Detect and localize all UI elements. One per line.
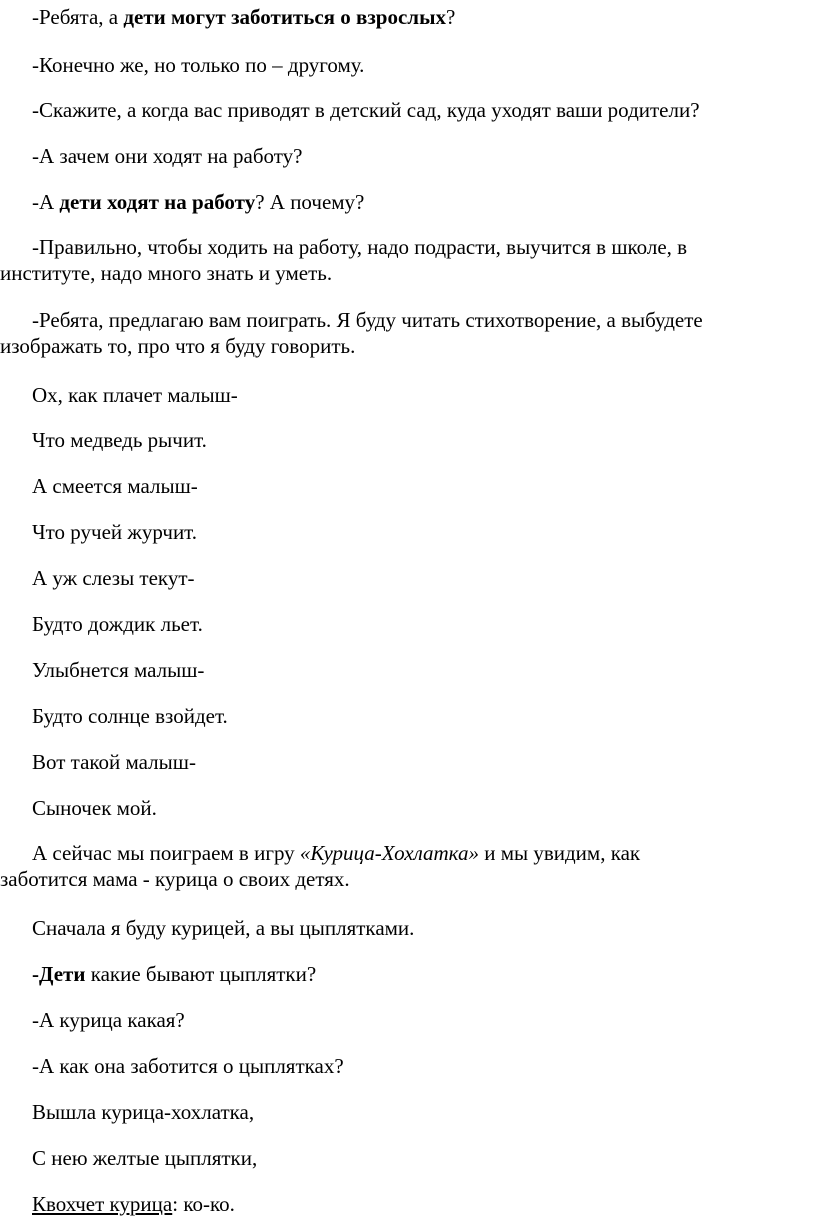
text: -А зачем они ходят на работу? bbox=[32, 144, 303, 168]
text: А уж слезы текут- bbox=[32, 566, 195, 590]
italic-text: «Курица-Хохлатка» bbox=[299, 841, 479, 865]
poem-line bbox=[0, 611, 800, 637]
poem-line bbox=[0, 565, 800, 591]
underlined-text: Квохчет курица bbox=[32, 1192, 173, 1216]
line: заботится мама - курица о своих детях. bbox=[0, 867, 350, 891]
text: -Ребята, а bbox=[32, 5, 124, 29]
paragraph-8 bbox=[0, 840, 800, 892]
poem-line bbox=[0, 382, 800, 408]
bold-text: дети могут заботиться о взрослых bbox=[123, 5, 446, 29]
text: Будто дождик льет. bbox=[32, 612, 203, 636]
poem-line bbox=[0, 657, 800, 683]
line: институте, надо много знать и уметь. bbox=[0, 261, 333, 285]
text: -А bbox=[32, 190, 60, 214]
text: А смеется малыш- bbox=[32, 474, 198, 498]
line bbox=[0, 840, 800, 866]
text: и мы увидим, как bbox=[478, 841, 641, 865]
poem-line bbox=[0, 703, 800, 729]
text: -А как она заботится о цыплятках? bbox=[32, 1054, 344, 1078]
text: Что ручей журчит. bbox=[32, 520, 198, 544]
paragraph-11 bbox=[0, 1007, 800, 1033]
line bbox=[0, 234, 800, 260]
paragraph-3 bbox=[0, 97, 800, 123]
text: А сейчас мы поиграем в игру bbox=[32, 841, 300, 865]
text: Вот такой малыш- bbox=[32, 750, 196, 774]
text: Что медведь рычит. bbox=[32, 428, 207, 452]
text: Вышла курица-хохлатка, bbox=[32, 1100, 255, 1124]
poem-line bbox=[0, 795, 800, 821]
text: Сыночек мой. bbox=[32, 796, 157, 820]
text: -А курица какая? bbox=[32, 1008, 185, 1032]
line bbox=[0, 307, 800, 333]
text: С нею желтые цыплятки, bbox=[32, 1146, 258, 1170]
text: какие бывают цыплятки? bbox=[85, 962, 317, 986]
paragraph-7 bbox=[0, 307, 800, 359]
text: Сначала я буду курицей, а вы цыплятками. bbox=[32, 916, 415, 940]
paragraph-15 bbox=[0, 1191, 800, 1217]
poem-line bbox=[0, 473, 800, 499]
paragraph-10 bbox=[0, 961, 800, 987]
poem-line bbox=[0, 519, 800, 545]
poem-line bbox=[0, 749, 800, 775]
text: Улыбнется малыш- bbox=[32, 658, 205, 682]
poem-line bbox=[0, 427, 800, 453]
text: ? А почему? bbox=[255, 190, 365, 214]
text: Ох, как плачет малыш- bbox=[32, 383, 238, 407]
text: ? bbox=[445, 5, 456, 29]
paragraph-6 bbox=[0, 234, 800, 286]
text: -Правильно, чтобы ходить на работу, надо подрасти, выучится в школе, в bbox=[32, 235, 688, 259]
paragraph-14 bbox=[0, 1145, 800, 1171]
paragraph-2 bbox=[0, 52, 800, 78]
text: -Ребята, предлагаю вам поиграть. Я буду читать стихотворение, а выбудете bbox=[32, 308, 703, 332]
line: изображать то, про что я буду говорить. bbox=[0, 334, 356, 358]
paragraph-5 bbox=[0, 189, 800, 215]
paragraph-1 bbox=[0, 4, 800, 30]
bold-text: дети ходят на работу bbox=[59, 190, 256, 214]
text: : ко-ко. bbox=[172, 1192, 235, 1216]
bold-text: -Дети bbox=[32, 962, 86, 986]
text: -Скажите, а когда вас приводят в детский сад, куда уходят ваши родители? bbox=[32, 98, 700, 122]
text: Будто солнце взойдет. bbox=[32, 704, 228, 728]
paragraph-9 bbox=[0, 915, 800, 941]
paragraph-4 bbox=[0, 143, 800, 169]
paragraph-13 bbox=[0, 1099, 800, 1125]
text: -Конечно же, но только по – другому. bbox=[32, 53, 365, 77]
paragraph-12 bbox=[0, 1053, 800, 1079]
